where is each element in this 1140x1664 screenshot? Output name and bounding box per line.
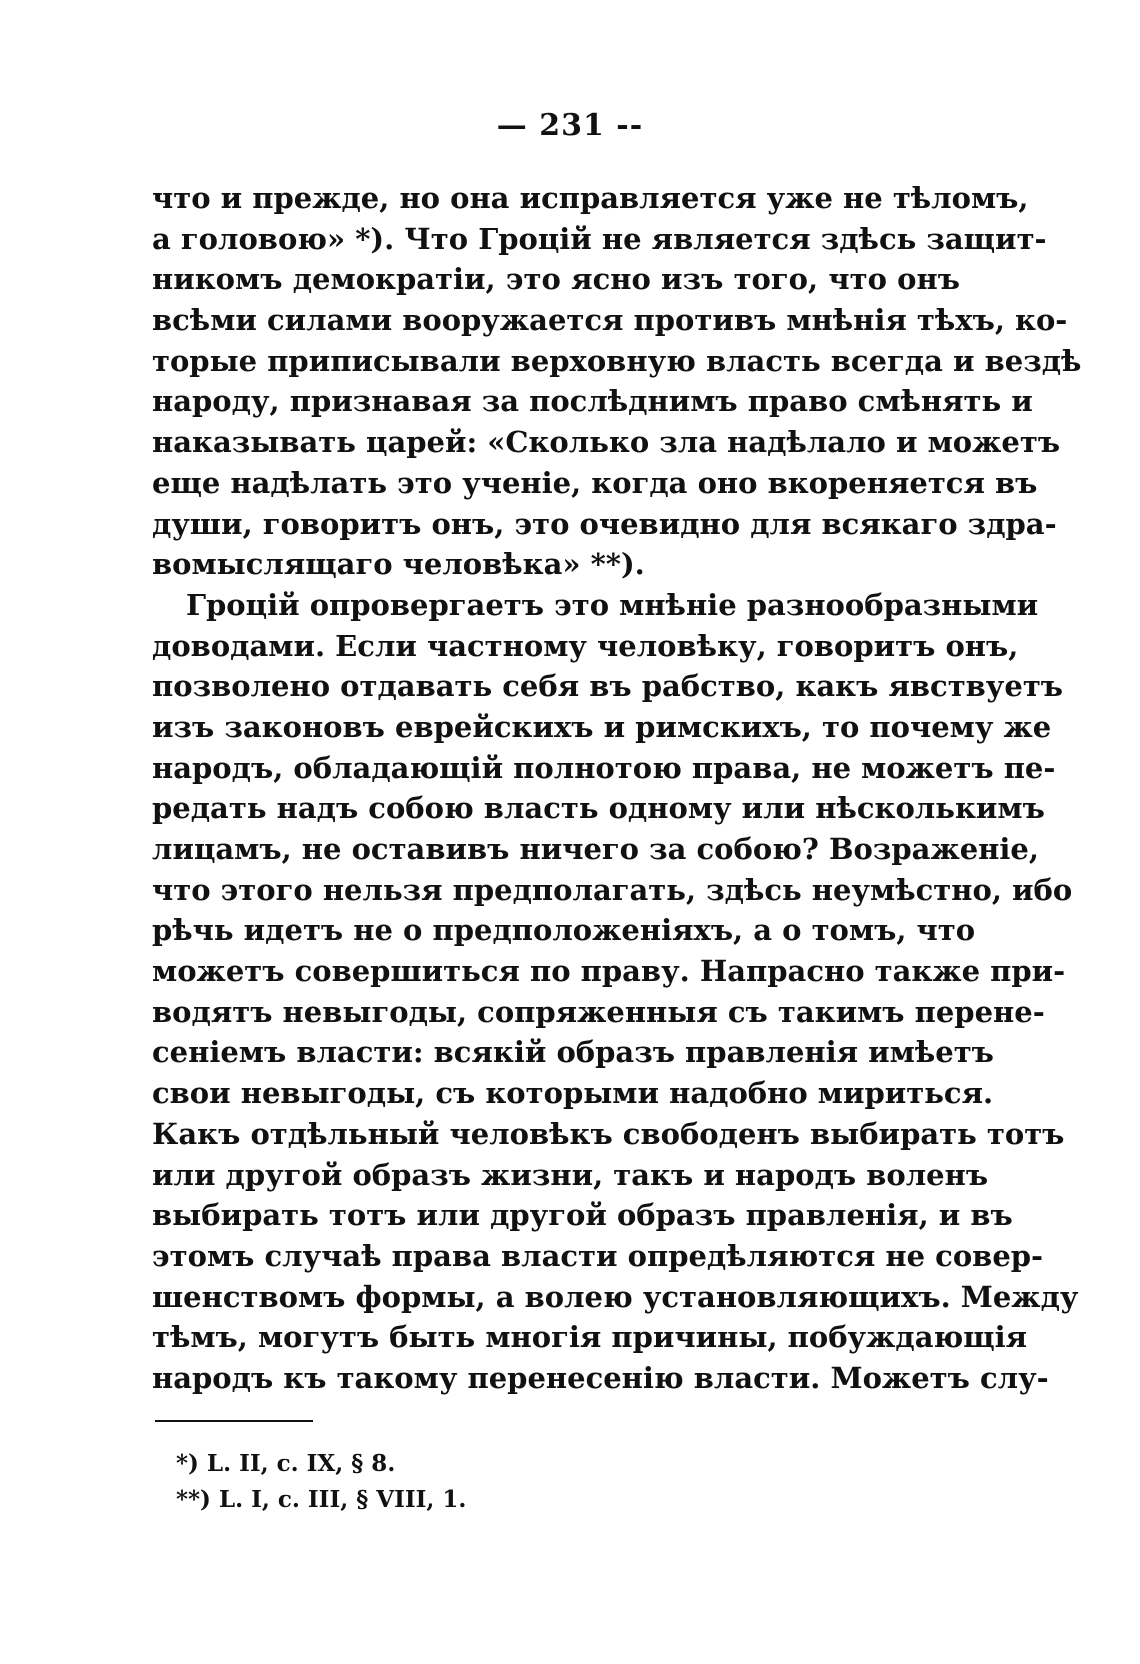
text-line: Гроцій опровергаетъ это мнѣніе разнообразными bbox=[186, 587, 1039, 622]
text-line: тѣмъ, могутъ быть многія причины, побуждающія bbox=[152, 1320, 1028, 1355]
text-line: народъ, обладающій полнотою права, не можетъ пе- bbox=[152, 750, 1056, 785]
text-line: выбирать тотъ или другой образъ правленія, и въ bbox=[152, 1198, 1013, 1233]
text-line: или другой образъ жизни, такъ и народъ воленъ bbox=[152, 1157, 989, 1192]
page-number: — 231 -- bbox=[496, 108, 644, 143]
footnotes bbox=[176, 1446, 466, 1518]
footnote-divider bbox=[155, 1420, 313, 1422]
text-line: что и прежде, но она исправляется уже не тѣломъ, bbox=[152, 181, 1029, 215]
text-line: можетъ совершиться по праву. Напрасно также при- bbox=[152, 954, 1066, 989]
text-line: доводами. Если частному человѣку, говоритъ онъ, bbox=[152, 628, 1019, 663]
text-line: этомъ случаѣ права власти опредѣляются не совер- bbox=[152, 1238, 1044, 1273]
text-line: лицамъ, не оставивъ ничего за собою? Возраженіе, bbox=[152, 832, 1039, 866]
text-line: еще надѣлать это ученіе, когда оно вкореняется въ bbox=[152, 465, 1038, 500]
text-line: народъ къ такому перенесенію власти. Можетъ слу- bbox=[152, 1360, 1049, 1395]
text-line: Какъ отдѣльный человѣкъ свободенъ выбирать тотъ bbox=[152, 1116, 1065, 1151]
text-line: народу, признавая за послѣднимъ право смѣнять и bbox=[152, 384, 1033, 419]
body-text bbox=[152, 178, 1082, 1399]
text-line: вомыслящаго человѣка» **). bbox=[152, 547, 645, 582]
text-line: а головою» *). Что Гроцій не является здѣсь защит- bbox=[152, 221, 1047, 256]
text-line: сеніемъ власти: всякій образъ правленія имѣетъ bbox=[152, 1035, 994, 1070]
text-line: никомъ демократіи, это ясно изъ того, что онъ bbox=[152, 262, 960, 297]
footnote: **) L. I, c. III, § VIII, 1. bbox=[176, 1486, 467, 1513]
text-line: что этого нельзя предполагать, здѣсь неумѣстно, ибо bbox=[152, 872, 1073, 907]
text-line: редать надъ собою власть одному или нѣсколькимъ bbox=[152, 791, 1045, 826]
text-line: наказывать царей: «Сколько зла надѣлало и можетъ bbox=[152, 425, 1061, 460]
text-line: водятъ невыгоды, сопряженныя съ такимъ перене- bbox=[152, 994, 1045, 1029]
text-line: позволено отдавать себя въ рабство, какъ явствуетъ bbox=[152, 669, 1064, 704]
text-line: рѣчь идетъ не о предположеніяхъ, а о томъ, что bbox=[152, 913, 976, 948]
footnote: *) L. II, c. IX, § 8. bbox=[176, 1450, 396, 1477]
text-line: души, говоритъ онъ, это очевидно для всякаго здра- bbox=[152, 506, 1057, 541]
text-line: свои невыгоды, съ которыми надобно мириться. bbox=[152, 1076, 994, 1111]
text-line: изъ законовъ еврейскихъ и римскихъ, то почему же bbox=[152, 709, 1052, 744]
text-line: всѣми силами вооружается противъ мнѣнія тѣхъ, ко- bbox=[152, 303, 1068, 338]
text-line: шенствомъ формы, а волею установляющихъ. Между bbox=[152, 1279, 1079, 1314]
text-line: торые приписывали верховную власть всегда и вездѣ bbox=[152, 343, 1082, 378]
